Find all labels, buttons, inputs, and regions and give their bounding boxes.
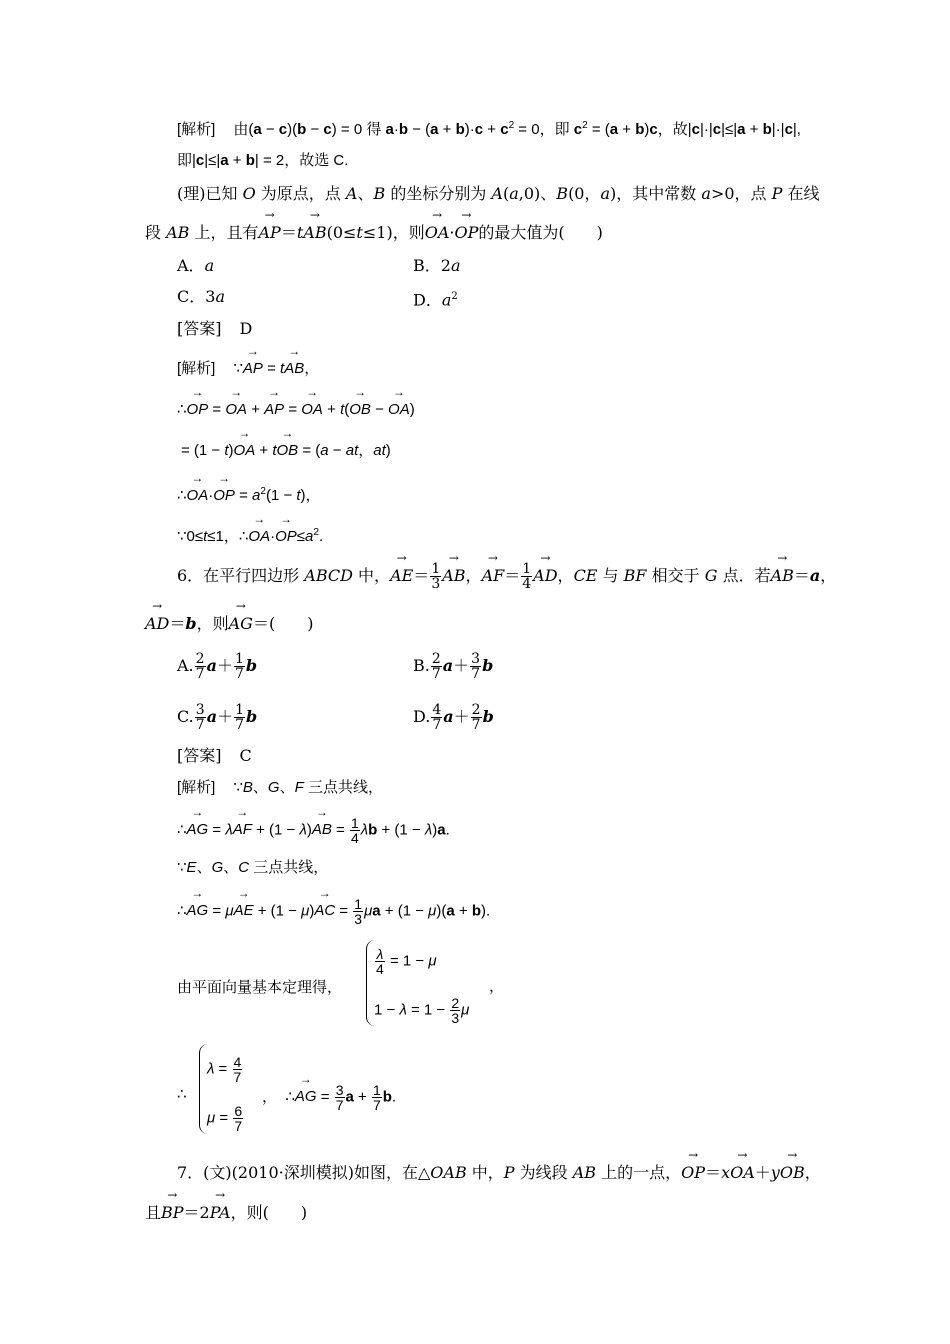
question-7-line-1: 7．(文)(2010·深圳模拟)如图，在△OAB 中，P 为线段 AB 上的一点，→ OP＝x→ OA＋y→ OB， (177, 1162, 821, 1184)
solution-line-2: ∴→ OP = → OA + → AP = → OA + t(→ OB − → OA) (177, 399, 415, 421)
question-li-line-1: (理)已知 O 为原点，点 A、B 的坐标分别为 A(a,0)、B(0，a)，其中常数 a>0，点 P 在线 (177, 184, 820, 203)
question-7-line-2: 且→ BP＝2→ PA，则( ) (145, 1202, 307, 1224)
option-c: C．3a (177, 287, 225, 306)
option-d: D. $\frac{4}{7}$ a＋ $\frac{2}{7}$ b (413, 702, 494, 733)
solution-line-1: [解析] ∵B、G、F 三点共线， (177, 779, 383, 796)
option-c: C. $\frac{3}{7}$ a＋ $\frac{1}{7}$ b (177, 702, 258, 733)
option-a: A. $\frac{2}{7}$ a＋ $\frac{1}{7}$ b (177, 651, 258, 682)
solution-line-1: [解析] ∵→ AP = t→ AB， (177, 358, 319, 380)
answer-line: [答案] D (177, 319, 253, 338)
lambda-value: λ = $\frac{4}{7}$ (207, 1054, 242, 1085)
question-6-line-2: → AD＝b，则→ AG＝( ) (145, 613, 313, 635)
solution-line-3: ∵E、G、C 三点共线， (177, 859, 329, 876)
option-a: A．a (177, 256, 215, 275)
solution-line-3: = (1 − t)→ OA + t→ OB = (a − at，at) (181, 440, 391, 462)
option-b: B．2a (413, 256, 461, 275)
solution-line-4: ∴→ OA·→ OP = $a^2(1 - t)$， (177, 481, 321, 507)
system-label: 由平面向量基本定理得， (177, 979, 343, 996)
answer-line: [答案] C (177, 746, 252, 765)
analysis-line-2: 即|c|≤|a + b| = 2，故选 C. (177, 152, 349, 169)
fraction: $\frac{1}{4}$ (522, 561, 532, 592)
question-6-line-1: 6．在平行四边形 ABCD 中，→ AE＝ $\frac{1}{3}$ → AB，→ AF＝ $\frac{1}{4}$ → AD，CE 与 BF 相交于 G 点．若→ AB＝a， (177, 562, 836, 591)
therefore-symbol: ∴ (177, 1086, 187, 1103)
system-eq-1: $\frac{\lambda}{4}$ = 1 − μ (376, 946, 437, 977)
analysis-line-1: [解析] 由(a − c)(b − c) = 0 得 $a\cdot b - (a + b)\cdot c + c^2 = 0$，即 $c^2 = (a + b)c$，故|c|·|c|≤|a + b|·|c|, (177, 115, 801, 141)
solution-line-4: ∴→ AG = μ→ AE + (1 − μ)→ AC = $\frac{1}{3}$ μa + (1 − μ)(a + b). (177, 897, 490, 926)
question-li-line-2: 段 AB 上，且有→ AP＝t→ AB(0≤t≤1)，则→ OA·→ OP的最大值为( ) (145, 222, 603, 244)
option-d: D．$a^2$ (413, 290, 458, 310)
system-comma: ， (489, 978, 505, 995)
fraction: $\frac{1}{3}$ (431, 561, 441, 592)
solution-line-2: ∴→ AG = λ→ AF + (1 − λ)→ AB = $\frac{1}{4}$ λb + (1 − λ)a. (177, 816, 450, 845)
system-eq-2: 1 − λ = 1 − $\frac{2}{3}$ μ (374, 995, 470, 1026)
final-result: ， ∴→ AG = $\frac{3}{7}$ a + $\frac{1}{7}$ b. (262, 1083, 396, 1112)
option-b: B. $\frac{2}{7}$ a＋ $\frac{3}{7}$ b (413, 651, 494, 682)
analysis-tag: [解析] (177, 121, 216, 138)
mu-value: μ = $\frac{6}{7}$ (207, 1103, 243, 1134)
solution-line-5: ∵0≤t≤1，∴→ $OA\cdot\to OP\le a^2$. (177, 522, 323, 548)
